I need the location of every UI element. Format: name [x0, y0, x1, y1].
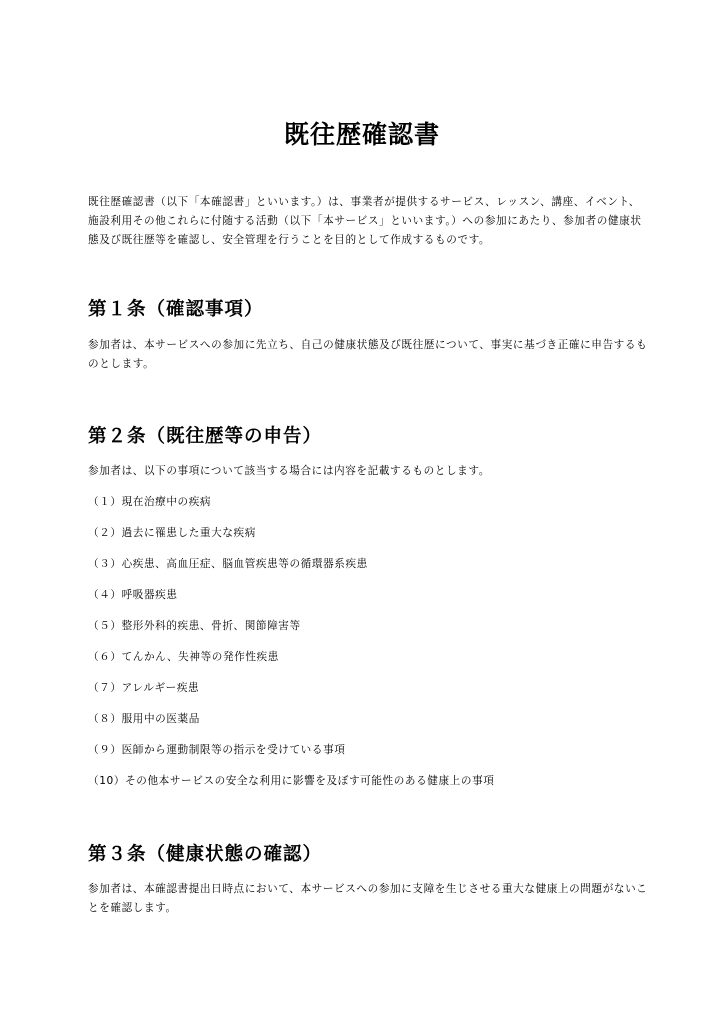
list-item: （５）整形外科的疾患、骨折、関節障害等: [88, 620, 301, 632]
list-item: （６）てんかん、失神等の発作性疾患: [88, 651, 279, 663]
list-item: （４）呼吸器疾患: [88, 589, 178, 601]
document-title: 既往歴確認書: [283, 120, 440, 149]
article-2-body: 参加者は、以下の事項について該当する場合には内容を記載するものとします。: [88, 465, 490, 477]
list-item: （２）過去に罹患した重大な疾病: [88, 527, 256, 539]
article-1-heading: 第１条（確認事項）: [88, 299, 264, 320]
list-item: （10）その他本サービスの安全な利用に影響を及ぼす可能性のある健康上の事項: [88, 775, 495, 787]
list-item: （９）医師から運動制限等の指示を受けている事項: [88, 744, 346, 756]
list-item: （１）現在治療中の疾病: [88, 496, 212, 508]
article-2-heading: 第２条（既往歴等の申告）: [88, 426, 323, 447]
article-1-body: 参加者は、本サービスへの参加に先立ち、自己の健康状態及び既往歴について、事実に基づき正確に申告するものとします。: [88, 339, 648, 370]
list-item: （８）服用中の医薬品: [88, 713, 200, 725]
list-item: （７）アレルギー疾患: [88, 682, 200, 694]
intro-paragraph: 既往歴確認書（以下「本確認書」といいます。）は、事業者が提供するサービス、レッスン、講座、イベント、施設利用その他これらに付随する活動（以下「本サービス」といいます。）への参加にあたり、参加者の健康状態及び既往歴等を確認し、安全管理を行うことを目的として作成するものです。: [88, 196, 642, 246]
article-3-body: 参加者は、本確認書提出日時点において、本サービスへの参加に支障を生じさせる重大な健康上の問題がないことを確認します。: [88, 883, 648, 914]
article-3-heading: 第３条（健康状態の確認）: [88, 844, 323, 865]
list-item: （３）心疾患、高血圧症、脳血管疾患等の循環器系疾患: [88, 558, 368, 570]
